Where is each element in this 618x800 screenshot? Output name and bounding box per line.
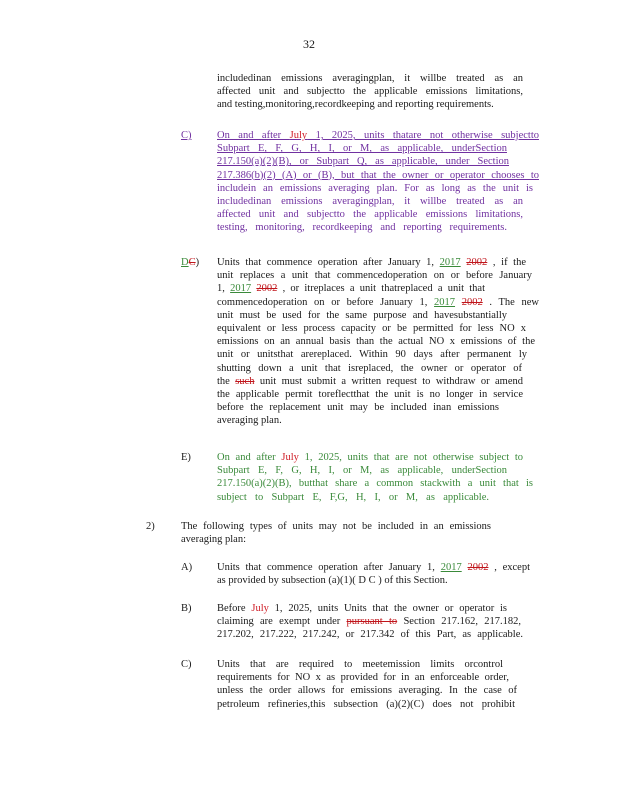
text-line: Units that are required to meetemission limits orcontrol bbox=[217, 659, 503, 670]
text-line: 217.202, 217.222, 217.242, or 217.342 of this Part, as applicable. bbox=[217, 629, 523, 641]
item-e-paragraph bbox=[217, 451, 539, 504]
continuation-paragraph bbox=[217, 72, 523, 112]
text-line: Subpart E, F, G, H, I, or M, as applicable, underSection bbox=[217, 465, 507, 477]
item-2c-paragraph bbox=[217, 658, 539, 711]
text-line: 217.386(b)(2) (A) or (B), but that the owner or operator chooses to bbox=[217, 169, 539, 181]
text-line: equivalent or less process capacity or be permitted for less NO x bbox=[217, 322, 526, 334]
text-line: Units that commence operation after January 1, 2017 2002 , except bbox=[217, 562, 531, 573]
item-2b-label: B) bbox=[181, 603, 192, 614]
text-line: the applicable permit toreflectthat the unit is no longer in service bbox=[217, 388, 523, 400]
text-line: petroleum refineries,this subsection (a)(2)(C) does not prohibit bbox=[217, 698, 515, 710]
inserted-year: 2017 bbox=[439, 257, 461, 268]
item-2a-label: A) bbox=[181, 562, 193, 573]
item-e-label: E) bbox=[181, 452, 191, 463]
deleted-year: 2002 bbox=[467, 562, 489, 573]
item-d-label bbox=[181, 256, 199, 269]
deleted-year: 2002 bbox=[256, 283, 278, 295]
text-line: On and after July 1, 2025, units that are not otherwise subject to bbox=[217, 452, 523, 463]
deleted-year: 2002 bbox=[466, 257, 488, 268]
text-line: affected unit and subjectto the applicable emissions limitations, bbox=[217, 209, 523, 221]
text-line: subject to Subpart E, F,G, H, I, or M, as applicable. bbox=[217, 491, 489, 503]
deleted-year: 2002 bbox=[461, 296, 483, 308]
text-line: as provided by subsection (a)(1)( D C ) of this Section. bbox=[217, 575, 448, 587]
redline-span: July bbox=[251, 603, 269, 614]
text-line: and testing,monitoring,recordkeeping and reporting requirements. bbox=[217, 99, 494, 111]
text-line: includein an emissions averaging plan. For as long as the unit is bbox=[217, 182, 533, 194]
inserted-year: 2017 bbox=[440, 562, 462, 573]
item-2b-paragraph bbox=[217, 602, 539, 642]
item-c-label: C) bbox=[181, 130, 192, 141]
text-line: unless the order allows for emissions averaging. In the case of bbox=[217, 685, 517, 697]
text-line: shutting down a unit that isreplaced, the owner or operator of bbox=[217, 362, 522, 374]
text-line: claiming are exempt under pursuant to Section 217.162, 217.182, bbox=[217, 616, 522, 628]
item-2a-paragraph bbox=[217, 561, 539, 587]
text-line: 217.150(a)(2)(B), or Subpart Q, as applicable, under Section bbox=[217, 156, 509, 168]
text-line: unit or unitsthat arereplaced. Within 90 days after permanent ly bbox=[217, 349, 527, 361]
text-line: affected unit and subjectto the applicable emissions limitations, bbox=[217, 86, 523, 98]
redline-span: pursuant to bbox=[346, 616, 398, 628]
text-line: 1, 2017 2002 , or itreplaces a unit thatreplaced a unit that bbox=[217, 283, 486, 295]
label-inserted: D bbox=[181, 257, 189, 268]
text-line: averaging plan. bbox=[217, 415, 282, 427]
item-2-paragraph bbox=[181, 520, 491, 546]
label-paren: ) bbox=[195, 257, 200, 268]
page-number: 32 bbox=[303, 37, 315, 51]
text-line: On and after July 1, 2025, units thatare not otherwise subjectto bbox=[217, 130, 539, 141]
text-line: unit must be used for the same purpose and havesubstantially bbox=[217, 309, 507, 321]
text-line: Before July 1, 2025, units Units that the owner or operator is bbox=[217, 603, 507, 614]
text-line: includedinan emissions averagingplan, it willbe treated as an bbox=[217, 195, 523, 207]
text-line: Subpart E, F, G, H, I, or M, as applicable, underSection bbox=[217, 143, 507, 155]
redline-span: such bbox=[235, 375, 255, 387]
inserted-year: 2017 bbox=[434, 296, 456, 308]
item-2-label: 2) bbox=[146, 521, 155, 532]
inserted-year: 2017 bbox=[230, 283, 252, 295]
text-line: testing, monitoring, recordkeeping and reporting requirements. bbox=[217, 222, 507, 234]
item-d-paragraph bbox=[217, 256, 539, 427]
text-line: averaging plan: bbox=[181, 534, 247, 546]
text-line: includedinan emissions averagingplan, it willbe treated as an bbox=[217, 73, 523, 84]
text-line: requirements for NO x as provided for in an enforceable order, bbox=[217, 672, 509, 684]
text-line: 217.150(a)(2)(B), butthat share a common stackwith a unit that is bbox=[217, 478, 533, 490]
text-line: Units that commence operation after January 1, 2017 2002 , if the bbox=[217, 257, 526, 268]
label-deleted: C bbox=[188, 257, 196, 268]
text-line: the such unit must submit a written request to withdraw or amend bbox=[217, 375, 523, 387]
redline-span: July bbox=[281, 452, 299, 463]
text-line: commencedoperation on or before January 1, 2017 2002 . The new bbox=[217, 296, 540, 308]
text-line: The following types of units may not be included in an emissions bbox=[181, 521, 491, 532]
item-c-paragraph bbox=[217, 129, 539, 235]
text-line: unit replaces a unit that commencedoperation on or before January bbox=[217, 270, 532, 282]
text-line: before the replacement unit may be included inan emissions bbox=[217, 402, 499, 414]
redline-span: July bbox=[289, 130, 308, 141]
item-2c-label: C) bbox=[181, 659, 192, 670]
text-line: emissions on an annual basis than the actual NO x emissions of the bbox=[217, 336, 535, 348]
